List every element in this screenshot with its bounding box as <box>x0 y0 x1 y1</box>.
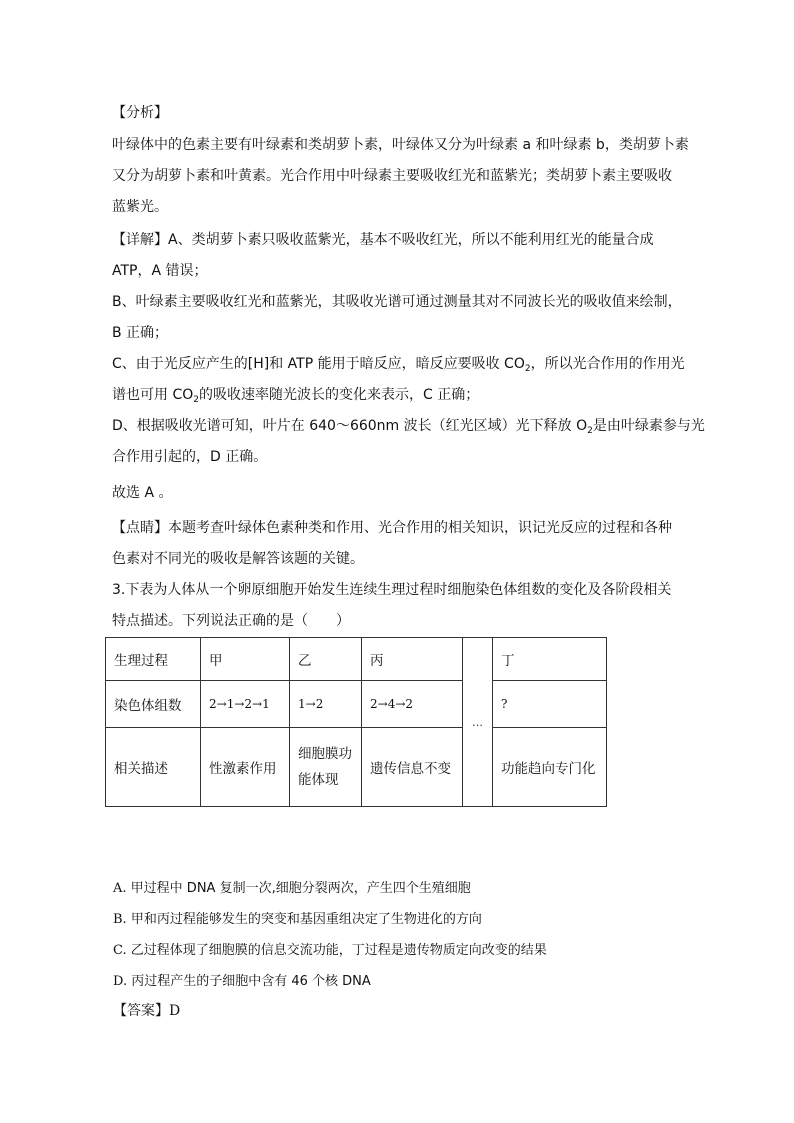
question-stem-line-1: 3.下表为人体从一个卵原细胞开始发生连续生理过程时细胞染色体组数的变化及各阶段相关 <box>112 582 672 598</box>
option-letter: A. <box>113 881 127 896</box>
detail-c2-text-end: 的吸收速率随光波长的变化来表示，C 正确； <box>198 387 480 403</box>
question-stem-line-2: 特点描述。下列说法正确的是（ ） <box>112 613 350 629</box>
ellipsis-cell: … <box>463 638 493 807</box>
answer-value: D <box>169 1003 181 1019</box>
option-text: 甲过程中 DNA 复制一次,细胞分裂两次，产生四个生殖细胞 <box>130 881 471 896</box>
answer-heading: 【答案】 <box>113 1003 169 1019</box>
table-row <box>106 681 607 728</box>
option-b <box>113 908 482 927</box>
detail-d1-subscript: 2 <box>587 426 593 436</box>
physiology-table <box>105 637 607 807</box>
option-letter: D. <box>113 974 128 989</box>
answer-line <box>113 1001 693 1021</box>
table-cell: 丁 <box>493 638 607 681</box>
table-cell: 生理过程 <box>106 638 201 681</box>
detail-d1-text-end: 是由叶绿素参与光 <box>592 418 705 434</box>
cell-line: 细胞膜功 <box>298 746 352 762</box>
remark-text: 本题考查叶绿体色素种类和作用、光合作用的相关知识，识记光反应的过程和各种 <box>168 520 672 536</box>
table-row <box>106 728 607 807</box>
table-cell: 乙 <box>290 638 362 681</box>
option-c <box>113 939 547 958</box>
analysis-line-3: 蓝紫光。 <box>112 199 168 215</box>
detail-heading: 【详解】 <box>112 232 168 248</box>
cell-line: 能体现 <box>298 772 339 788</box>
table-cell: 甲 <box>201 638 290 681</box>
detail-a-text: A、类胡萝卜素只吸收蓝紫光，基本不吸收红光，所以不能利用红光的能量合成 <box>168 232 654 248</box>
table-cell <box>290 728 362 807</box>
option-text: 丙过程产生的子细胞中含有 46 个核 DNA <box>131 974 371 989</box>
remark-line-1 <box>112 518 692 538</box>
table-header-row <box>106 638 607 681</box>
table-cell: 功能趋向专门化 <box>493 728 607 807</box>
detail-line-d2: 合作用引起的，D 正确。 <box>112 449 268 465</box>
table-cell: 2→1→2→1 <box>201 681 290 728</box>
detail-c2-subscript: 2 <box>193 395 199 405</box>
table-cell: 染色体组数 <box>106 681 201 728</box>
option-letter: C. <box>113 943 127 958</box>
detail-line-a1 <box>112 230 692 250</box>
detail-c2-text: 谱也可用 CO <box>112 387 194 403</box>
remark-heading: 【点睛】 <box>112 520 168 536</box>
detail-c1-subscript: 2 <box>524 364 531 374</box>
answer-choice: 故选 A 。 <box>112 485 173 501</box>
table-cell: ? <box>493 681 607 728</box>
option-text: 乙过程体现了细胞膜的信息交流功能，丁过程是遗传物质定向改变的结果 <box>130 943 547 958</box>
table-cell: 2→4→2 <box>362 681 463 728</box>
detail-line-c1 <box>112 354 692 374</box>
analysis-line-2: 又分为胡萝卜素和叶黄素。光合作用中叶绿素主要吸收红光和蓝紫光；类胡萝卜素主要吸收 <box>112 168 672 184</box>
option-a <box>113 877 471 896</box>
detail-d1-text: D、根据吸收光谱可知，叶片在 640～660nm 波长（红光区域）光下释放 O <box>112 418 588 434</box>
detail-c1-text-end: ，所以光合作用的作用光 <box>530 356 685 372</box>
option-text: 甲和丙过程能够发生的突变和基因重组决定了生物进化的方向 <box>130 912 482 927</box>
analysis-heading: 【分析】 <box>112 105 168 121</box>
table-cell: 相关描述 <box>106 728 201 807</box>
table-cell: 1→2 <box>290 681 362 728</box>
table-cell: 性激素作用 <box>201 728 290 807</box>
detail-line-b1: B、叶绿素主要吸收红光和蓝紫光，其吸收光谱可通过测量其对不同波长光的吸收值来绘制， <box>112 294 682 310</box>
detail-line-b2: B 正确； <box>112 325 169 341</box>
analysis-line-1: 叶绿体中的色素主要有叶绿素和类胡萝卜素，叶绿体又分为叶绿素 a 和叶绿素 b，类胡萝卜素 <box>112 137 689 153</box>
detail-line-c2 <box>112 385 692 405</box>
table-cell: 丙 <box>362 638 463 681</box>
detail-line-a2: ATP，A 错误； <box>112 263 208 279</box>
detail-line-d1 <box>112 416 705 436</box>
option-letter: B. <box>113 912 127 927</box>
option-d <box>113 970 371 989</box>
table-cell: 遗传信息不变 <box>362 728 463 807</box>
remark-line-2: 色素对不同光的吸收是解答该题的关键。 <box>112 551 364 567</box>
detail-c1-text: C、由于光反应产生的[H]和 ATP 能用于暗反应，暗反应要吸收 CO <box>112 356 525 372</box>
